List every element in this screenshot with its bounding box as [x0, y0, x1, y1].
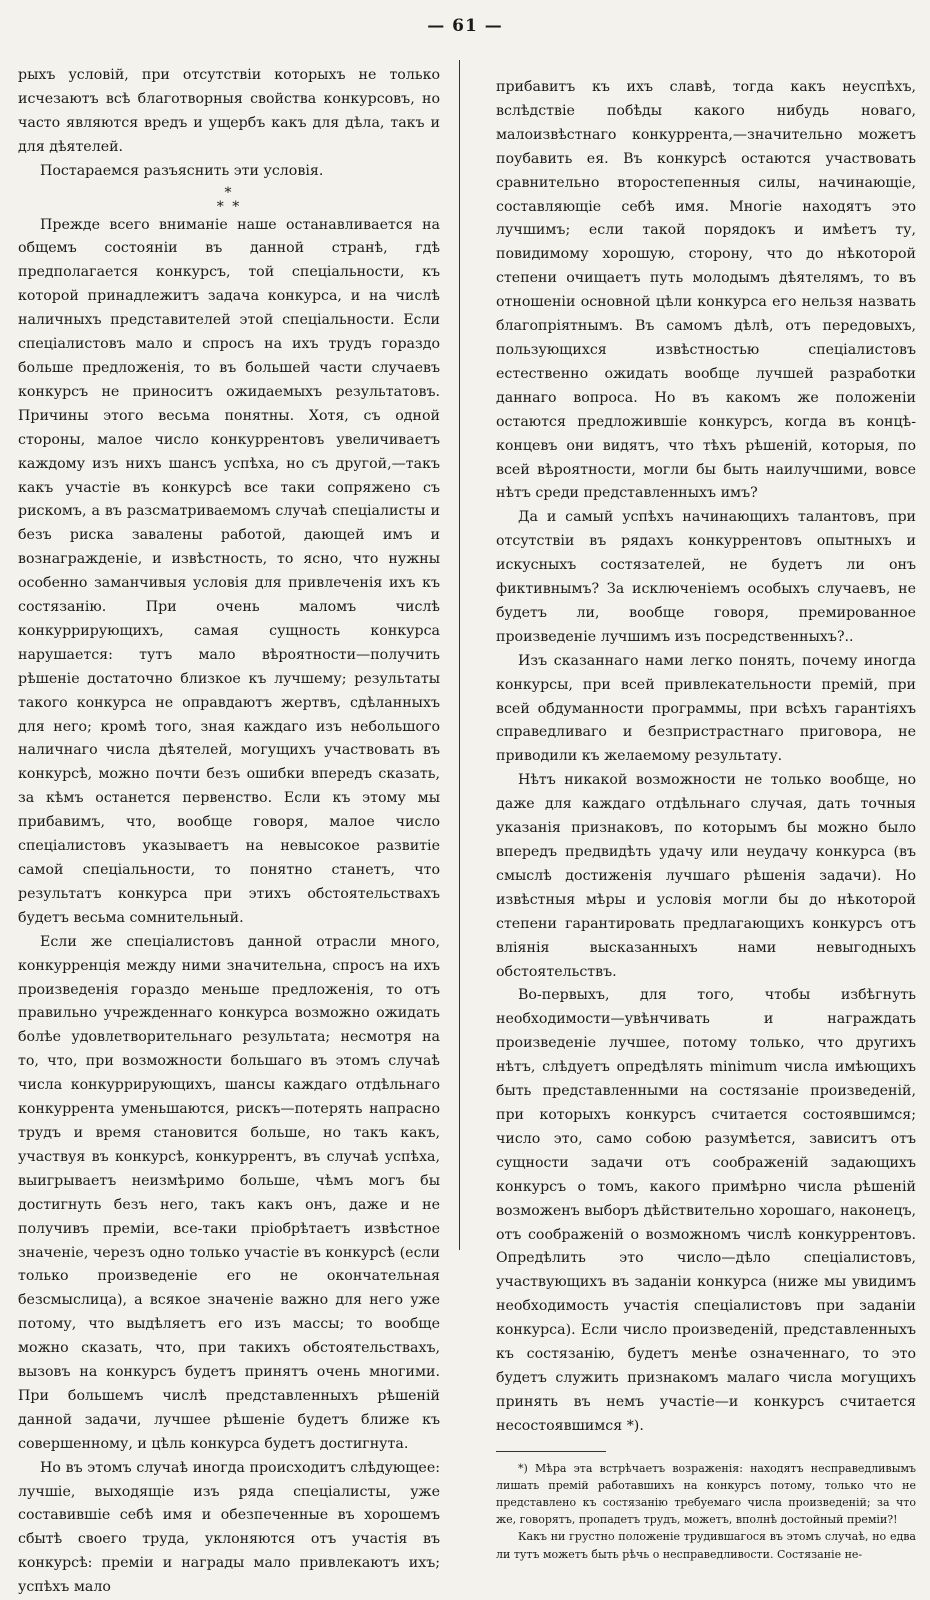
paragraph: Если же спеціалистовъ данной отрасли много, конкурренція между ними значительна, спросъ на ихъ произведенія гораздо меньше предложенія, то отъ правильно учрежденнаго конкурса возможно ожидать болѣе удовлетворительнаго результата; несмотря на то, что, при возможности большаго въ этомъ случаѣ числа конкуррирующихъ, шансы каждаго отдѣльнаго конкуррента уменьшаются, рискъ—потерять напрасно трудъ и время становится больше, но такъ какъ, участвуя въ конкурсѣ, конкуррентъ, въ случаѣ успѣха, выигрываетъ неизмѣримо больше, чѣмъ могъ бы достигнуть безъ него, такъ какъ онъ, даже и не получивъ преміи, все-таки пріобрѣтаетъ извѣстное значеніе, черезъ одно только участіе въ конкурсѣ (если только произведеніе его не окончательная безсмыслица), а всякое значеніе важно для него уже потому, что выдѣляетъ его изъ массы; то вообще можно сказать, что, при такихъ обстоятельствахъ, вызовъ на конкурсъ будетъ принятъ очень многими. При большемъ числѣ представленныхъ рѣшеній данной задачи, лучшее рѣшеніе будетъ ближе къ совершенному, и цѣль конкурса будетъ достигнута. — [18, 933, 440, 1452]
paragraph: Во-первыхъ, для того, чтобы избѣгнуть необходимости—увѣнчивать и награждать произведеніе лучшее, потому только, что другихъ нѣтъ, слѣдуетъ опредѣлять minimum числа имѣющихъ быть представленными на состязаніе произведеній, при которыхъ конкурсъ считается состоявшимся; число это, само собою разумѣется, зависитъ отъ сущности задачи отъ соображеній задающихъ конкурсъ о томъ, какого примѣрно числа рѣшеній возможенъ выборъ дѣйствительно хорошаго, наконецъ, отъ соображеній о возможномъ числѣ конкуррентовъ. Опредѣлить это число—дѣло спеціалистовъ, участвующихъ въ заданіи конкурса (ниже мы увидимъ необходимость участія спеціалистовъ при заданіи конкурса). Если число произведеній, представленныхъ къ состязанію, будетъ менѣе означеннаго, то это будетъ служить признакомъ малаго числа могущихъ принять въ немъ участіе—и конкурсъ считается несостоявшимся *). — [496, 987, 916, 1434]
paragraph: Да и самый успѣхъ начинающихъ талантовъ, при отсутствіи въ рядахъ конкуррентовъ опытныхъ и искусныхъ состязателей, не будетъ ли онъ фиктивнымъ? За исключеніемъ особыхъ случаевъ, не будетъ ли, вообще говоря, премированное произведеніе лучшимъ изъ посредственныхъ?.. — [496, 509, 916, 645]
left-column — [18, 64, 440, 1600]
right-column — [496, 76, 916, 1563]
paragraph: прибавитъ къ ихъ славѣ, тогда какъ неуспѣхъ, вслѣдствіе побѣды какого нибудь новаго, малоизвѣстнаго конкуррента,—значительно можетъ поубавить ея. Въ конкурсѣ остаются участвовать сравнительно второстепенныя силы, начинающіе, составляющіе себѣ имя. Многіе находятъ это лучшимъ; если такой порядокъ и имѣетъ ту, повидимому хорошую, сторону, что до нѣкоторой степени очищаетъ путь молодымъ дѣятелямъ, то въ отношеніи основной цѣли конкурса его нельзя назвать благопріятнымъ. Въ самомъ дѣлѣ, отъ передовыхъ, пользующихся извѣстностью спеціалистовъ естественно ожидать вообще лучшей разработки даннаго вопроса. Но въ какомъ же положеніи остаются предложившіе конкурсъ, когда въ концѣ-концевъ они видятъ, что тѣхъ рѣшеній, которыя, по всей вѣроятности, могли бы быть наилучшими, вовсе нѣтъ среди представленныхъ имъ? — [496, 79, 916, 502]
footnote-text: Какъ ни грустно положеніе трудившагося въ этомъ случаѣ, но едва ли тутъ можетъ быть рѣчь о несправедливости. Состязаніе не- — [496, 1530, 916, 1561]
footnote-separator — [496, 1451, 606, 1452]
page-number: — 61 — — [427, 16, 503, 36]
section-separator-asterisks: * * * — [216, 184, 242, 215]
paragraph: рыхъ условій, при отсутствіи которыхъ не только исчезаютъ всѣ благотворныя свойства конкурсовъ, но часто являются вредъ и ущербъ какъ для дѣла, такъ и для дѣятелей. — [18, 67, 440, 155]
paragraph: Прежде всего вниманіе наше останавливается на общемъ состояніи въ данной странѣ, гдѣ предполагается конкурсъ, той спеціальности, къ которой принадлежитъ задача конкурса, и на числѣ наличныхъ представителей этой спеціальности. Если спеціалистовъ мало и спросъ на ихъ трудъ гораздо больше предложенія, то въ большей части случаевъ конкурсъ не приноситъ ожидаемыхъ результатовъ. Причины этого весьма понятны. Хотя, съ одной стороны, малое число конкуррентовъ увеличиваетъ каждому изъ нихъ шансъ успѣха, но съ другой,—такъ какъ участіе въ конкурсѣ все таки сопряжено съ рискомъ, а въ разсматриваемомъ случаѣ спеціалисты и безъ риска завалены работой, дающей имъ и вознагражденіе, и извѣстность, то ясно, что нужны особенно заманчивыя условія для привлеченія ихъ къ состязанію. При очень маломъ числѣ конкуррирующихъ, самая сущность конкурса нарушается: тутъ мало вѣроятности—получить рѣшеніе достаточно близкое къ лучшему; результаты такого конкурса не оправдаютъ жертвъ, сдѣланныхъ для него; кромѣ того, зная каждаго изъ небольшого наличнаго числа дѣятелей, могущихъ участвовать въ конкурсѣ, можно почти безъ ошибки впередъ сказать, за кѣмъ останется первенство. Если къ этому мы прибавимъ, что, вообще говоря, малое число спеціалистовъ указываетъ на невысокое развитіе самой спеціальности, то понятно станетъ, что результатъ конкурса при этихъ обстоятельствахъ будетъ весьма сомнительный. — [18, 216, 440, 926]
footnote-text: *) Мѣра эта встрѣчаетъ возраженія: находятъ несправедливымъ лишать премій работавшихъ на конкурсъ потому, только что не представлено къ состязанію требуемаго числа произведеній; за что же, говорятъ, пропадетъ трудъ, можетъ, вполнѣ достойный преміи?! — [496, 1461, 916, 1527]
column-divider — [459, 60, 460, 1250]
paragraph: Изъ сказаннаго нами легко понять, почему иногда конкурсы, при всей привлекательности премій, при всей обдуманности программы, при всѣхъ гарантіяхъ справедливаго и безпристрастнаго приговора, не приводили къ желаемому результату. — [496, 652, 916, 765]
paragraph: Постараемся разъяснить эти условія. — [40, 162, 324, 179]
footnote — [496, 1460, 916, 1563]
paragraph: Нѣтъ никакой возможности не только вообще, но даже для каждаго отдѣльнаго случая, дать точныя указанія признаковъ, по которымъ бы можно было впередъ предвидѣть удачу или неудачу конкурса (въ смыслѣ достиженія лучшаго рѣшенія задачи). Но извѣстныя мѣры и условія могли бы до нѣкоторой степени гарантировать предлагающихъ конкурсъ отъ вліянія высказанныхъ нами невыгодныхъ обстоятельствъ. — [496, 772, 916, 980]
paragraph: Но въ этомъ случаѣ иногда происходитъ слѣдующее: лучшіе, выходящіе изъ ряда спеціалисты, уже составившіе себѣ имя и обезпеченные въ хорошемъ сбытѣ своего труда, уклоняются отъ участія въ конкурсѣ: преміи и награды мало привлекаютъ ихъ; успѣхъ мало — [18, 1459, 440, 1596]
